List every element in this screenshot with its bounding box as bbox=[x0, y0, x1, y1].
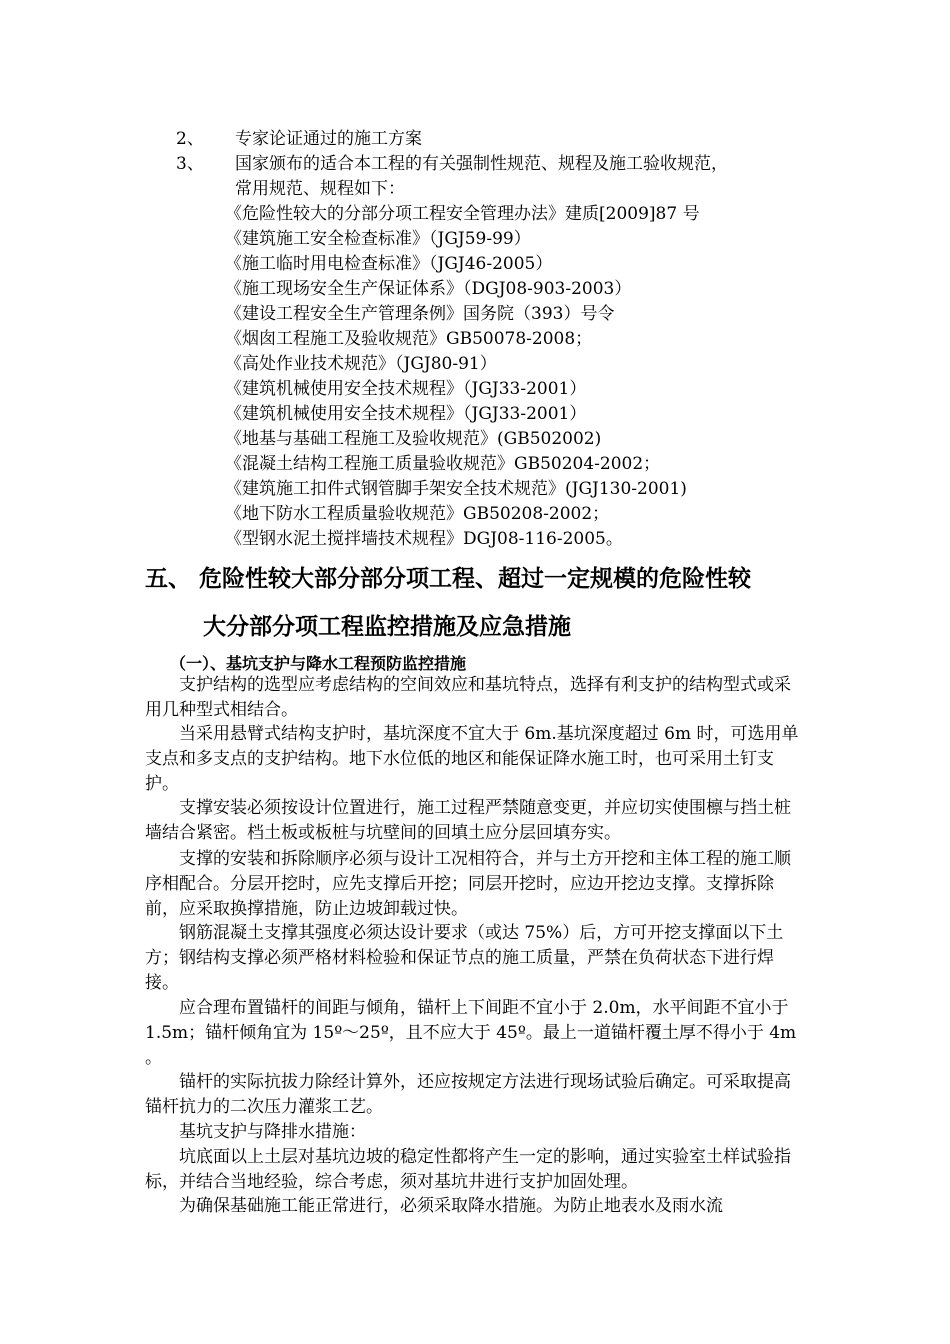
body-paragraph: 为确保基础施工能正常进行，必须采取降水措施。为防止地表水及雨水流 bbox=[179, 1196, 723, 1216]
standard-item: 《建筑施工扣件式钢管脚手架安全技术规范》(JGJ130-2001) bbox=[225, 479, 687, 499]
standard-item: 《建筑机械使用安全技术规程》（JGJ33-2001） bbox=[225, 404, 587, 424]
standard-item: 《施工现场安全生产保证体系》（DGJ08-903-2003） bbox=[225, 279, 632, 299]
standard-item: 《混凝土结构工程施工质量验收规范》GB50204-2002； bbox=[225, 454, 661, 474]
standard-item: 《建筑施工安全检查标准》（JGJ59-99） bbox=[225, 229, 531, 249]
body-paragraph: 应合理布置锚杆的间距与倾角，锚杆上下间距不宜小于 2.0m，水平间距不宜小于 1.5m；锚杆倾角宜为 15º～25º，且不应大于 45º。最上一道锚杆覆土厚不得小于 4m 。 bbox=[145, 998, 797, 1068]
standard-item: 《型钢水泥土搅拌墙技术规程》DGJ08-116-2005。 bbox=[225, 529, 623, 549]
basis-item-3-text: 国家颁布的适合本工程的有关强制性规范、规程及施工验收规范， bbox=[235, 154, 728, 174]
standard-item: 《地下防水工程质量验收规范》GB50208-2002； bbox=[225, 504, 610, 524]
body-paragraph: 锚杆的实际抗拔力除经计算外，还应按规定方法进行现场试验后确定。可采取提高锚杆抗力的二次压力灌浆工艺。 bbox=[145, 1072, 791, 1117]
body-paragraph: 支撑安装必须按设计位置进行，施工过程严禁随意变更，并应切实使围檩与挡土桩墙结合紧密。档土板或板桩与坑壁间的回填土应分层回填夯实。 bbox=[145, 798, 791, 843]
body-paragraph: 支撑的安装和拆除顺序必须与设计工况相符合，并与土方开挖和主体工程的施工顺序相配合。分层开挖时，应先支撑后开挖；同层开挖时，应边开挖边支撑。支撑拆除前，应采取换撑措施，防止边坡卸载过快。 bbox=[145, 849, 791, 919]
subsection-1-title: （一）、基坑支护与降水工程预防监控措施 bbox=[170, 654, 467, 673]
body-paragraph: 当采用悬臂式结构支护时，基坑深度不宜大于 6m.基坑深度超过 6m 时，可选用单支点和多支点的支护结构。地下水位低的地区和能保证降水施工时，也可采用土钉支护。 bbox=[145, 724, 799, 794]
basis-item-2-number: 2、 bbox=[176, 129, 204, 149]
standard-item: 《高处作业技术规范》（JGJ80-91） bbox=[225, 354, 497, 374]
basis-item-3-continuation: 常用规范、规程如下： bbox=[235, 179, 405, 199]
standard-item: 《建筑机械使用安全技术规程》（JGJ33-2001） bbox=[225, 379, 587, 399]
body-paragraph: 钢筋混凝土支撑其强度必须达设计要求（或达 75%）后，方可开挖支撑面以下土方；钢结构支撑必须严格材料检验和保证节点的施工质量，严禁在负荷状态下进行焊接。 bbox=[145, 923, 784, 993]
body-paragraph: 支护结构的选型应考虑结构的空间效应和基坑特点，选择有利支护的结构型式或采用几种型式相结合。 bbox=[145, 675, 791, 720]
body-paragraph: 坑底面以上土层对基坑边坡的稳定性都将产生一定的影响，通过实验室土样试验指标，并结合当地经验，综合考虑，须对基坑井进行支护加固处理。 bbox=[145, 1147, 791, 1192]
basis-item-3-number: 3、 bbox=[176, 154, 204, 174]
standard-item: 《施工临时用电检查标准》（JGJ46-2005） bbox=[225, 254, 553, 274]
basis-item-2-text: 专家论证通过的施工方案 bbox=[235, 129, 422, 149]
standard-item: 《建设工程安全生产管理条例》国务院（393）号令 bbox=[225, 304, 615, 324]
section-5-title-line-1: 五、 危险性较大部分部分项工程、超过一定规模的危险性较 bbox=[145, 566, 752, 592]
standard-item: 《危险性较大的分部分项工程安全管理办法》建质[2009]87 号 bbox=[225, 204, 700, 224]
standard-item: 《烟囱工程施工及验收规范》GB50078-2008； bbox=[225, 329, 593, 349]
section-5-title-line-2: 大分部分项工程监控措施及应急措施 bbox=[203, 614, 571, 640]
body-paragraph: 基坑支护与降排水措施： bbox=[179, 1122, 366, 1142]
standard-item: 《地基与基础工程施工及验收规范》(GB502002) bbox=[225, 429, 602, 449]
